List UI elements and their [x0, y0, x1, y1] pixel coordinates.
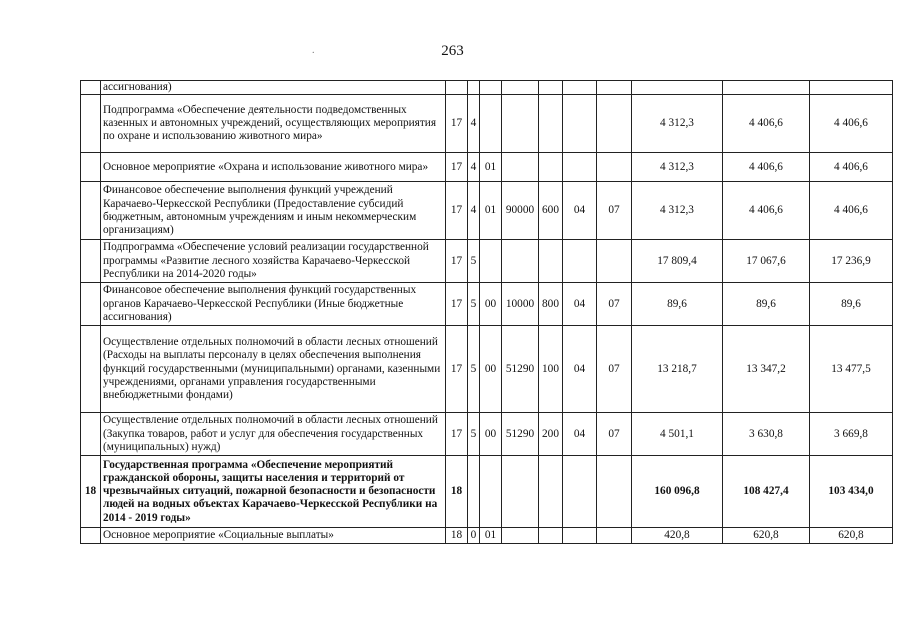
code-section	[563, 81, 597, 95]
amount-year-2: 3 630,8	[723, 413, 810, 456]
code-direction	[502, 81, 539, 95]
row-number	[81, 326, 101, 413]
amount-year-3: 620,8	[810, 528, 893, 544]
code-direction	[502, 153, 539, 182]
code-expense-type: 200	[539, 413, 563, 456]
code-expense-type	[539, 456, 563, 528]
code-subprogram: 5	[468, 326, 480, 413]
code-program: 18	[446, 456, 468, 528]
row-number	[81, 81, 101, 95]
code-subprogram: 5	[468, 413, 480, 456]
code-expense-type	[539, 153, 563, 182]
code-program: 17	[446, 326, 468, 413]
code-subprogram	[468, 456, 480, 528]
code-expense-type	[539, 240, 563, 283]
table-row	[81, 413, 893, 456]
amount-year-2: 620,8	[723, 528, 810, 544]
amount-year-3: 3 669,8	[810, 413, 893, 456]
code-activity	[480, 81, 502, 95]
code-program: 17	[446, 95, 468, 153]
code-section	[563, 95, 597, 153]
row-number	[81, 95, 101, 153]
code-section: 04	[563, 326, 597, 413]
row-number	[81, 240, 101, 283]
amount-year-1: 4 501,1	[632, 413, 723, 456]
table-row	[81, 283, 893, 326]
amount-year-3: 4 406,6	[810, 153, 893, 182]
table-row	[81, 95, 893, 153]
table-row	[81, 182, 893, 240]
code-subsection: 07	[597, 283, 632, 326]
code-subsection	[597, 153, 632, 182]
amount-year-2: 108 427,4	[723, 456, 810, 528]
code-program: 17	[446, 182, 468, 240]
amount-year-2: 17 067,6	[723, 240, 810, 283]
amount-year-3	[810, 81, 893, 95]
table-row	[81, 240, 893, 283]
code-subprogram: 0	[468, 528, 480, 544]
code-subprogram: 5	[468, 240, 480, 283]
code-section: 04	[563, 283, 597, 326]
code-expense-type	[539, 528, 563, 544]
amount-year-3: 4 406,6	[810, 182, 893, 240]
code-expense-type: 100	[539, 326, 563, 413]
code-activity: 00	[480, 283, 502, 326]
code-subsection: 07	[597, 326, 632, 413]
code-subsection: 07	[597, 182, 632, 240]
code-direction: 10000	[502, 283, 539, 326]
amount-year-1	[632, 81, 723, 95]
code-direction: 51290	[502, 413, 539, 456]
code-program: 17	[446, 283, 468, 326]
amount-year-1: 420,8	[632, 528, 723, 544]
code-subprogram: 5	[468, 283, 480, 326]
code-activity: 01	[480, 528, 502, 544]
amount-year-3: 13 477,5	[810, 326, 893, 413]
code-program: 17	[446, 413, 468, 456]
code-direction: 51290	[502, 326, 539, 413]
code-expense-type	[539, 95, 563, 153]
code-section	[563, 528, 597, 544]
amount-year-1: 4 312,3	[632, 153, 723, 182]
amount-year-2: 4 406,6	[723, 153, 810, 182]
code-section	[563, 153, 597, 182]
code-activity	[480, 95, 502, 153]
amount-year-3: 89,6	[810, 283, 893, 326]
amount-year-1: 4 312,3	[632, 95, 723, 153]
row-name: Финансовое обеспечение выполнения функций учреждений Карачаево-Черкесской Республики (Предоставление субсидий бюджетным, автономным учреждениям и иным некоммерческим организациям)	[101, 182, 446, 240]
code-section	[563, 456, 597, 528]
code-activity	[480, 456, 502, 528]
code-expense-type: 800	[539, 283, 563, 326]
row-number	[81, 413, 101, 456]
code-section	[563, 240, 597, 283]
row-name: Осуществление отдельных полномочий в области лесных отношений (Закупка товаров, работ и услуг для обеспечения государственных (муниципальных) нужд)	[101, 413, 446, 456]
row-name: Осуществление отдельных полномочий в области лесных отношений (Расходы на выплаты персоналу в целях обеспечения выполнения функций государственными (муниципальными) органами, казенными учреждениями, органами управления государственными внебюджетными фондами)	[101, 326, 446, 413]
page-number: 263	[441, 43, 464, 59]
table-row	[81, 456, 893, 528]
amount-year-1: 160 096,8	[632, 456, 723, 528]
row-number	[81, 182, 101, 240]
code-program	[446, 81, 468, 95]
code-direction	[502, 528, 539, 544]
code-subprogram: 4	[468, 182, 480, 240]
code-subprogram	[468, 81, 480, 95]
row-number	[81, 283, 101, 326]
amount-year-1: 17 809,4	[632, 240, 723, 283]
row-name: Государственная программа «Обеспечение мероприятий гражданской обороны, защиты населения и территорий от чрезвычайных ситуаций, пожарной безопасности и безопасности людей на водных объектах Карачаево-Черкесской Республики на 2014 - 2019 годы»	[101, 456, 446, 528]
code-subsection: 07	[597, 413, 632, 456]
amount-year-1: 13 218,7	[632, 326, 723, 413]
code-section: 04	[563, 182, 597, 240]
amount-year-2	[723, 81, 810, 95]
amount-year-3: 4 406,6	[810, 95, 893, 153]
row-name: ассигнования)	[101, 81, 446, 95]
code-subsection	[597, 95, 632, 153]
table-row	[81, 528, 893, 544]
code-expense-type: 600	[539, 182, 563, 240]
code-subsection	[597, 240, 632, 283]
code-subsection	[597, 81, 632, 95]
row-number	[81, 153, 101, 182]
amount-year-2: 4 406,6	[723, 182, 810, 240]
code-subsection	[597, 528, 632, 544]
row-name: Основное мероприятие «Охрана и использование животного мира»	[101, 153, 446, 182]
code-activity: 00	[480, 326, 502, 413]
row-number: 18	[81, 456, 101, 528]
code-program: 17	[446, 153, 468, 182]
code-activity: 01	[480, 153, 502, 182]
amount-year-1: 89,6	[632, 283, 723, 326]
code-direction: 90000	[502, 182, 539, 240]
code-subprogram: 4	[468, 95, 480, 153]
amount-year-3: 17 236,9	[810, 240, 893, 283]
table-row	[81, 153, 893, 182]
code-subprogram: 4	[468, 153, 480, 182]
row-name: Основное мероприятие «Социальные выплаты»	[101, 528, 446, 544]
amount-year-1: 4 312,3	[632, 182, 723, 240]
code-activity	[480, 240, 502, 283]
code-program: 18	[446, 528, 468, 544]
code-direction	[502, 456, 539, 528]
amount-year-3: 103 434,0	[810, 456, 893, 528]
budget-table	[80, 80, 893, 544]
amount-year-2: 13 347,2	[723, 326, 810, 413]
row-name: Подпрограмма «Обеспечение деятельности подведомственных казенных и автономных учреждений, осуществляющих мероприятия по охране и использованию животного мира»	[101, 95, 446, 153]
amount-year-2: 89,6	[723, 283, 810, 326]
code-activity: 01	[480, 182, 502, 240]
code-subsection	[597, 456, 632, 528]
table-row	[81, 326, 893, 413]
row-number	[81, 528, 101, 544]
code-expense-type	[539, 81, 563, 95]
code-activity: 00	[480, 413, 502, 456]
table-row	[81, 81, 893, 95]
row-name: Подпрограмма «Обеспечение условий реализации государственной программы «Развитие лесного хозяйства Карачаево-Черкесской Республики на 2014-2020 годы»	[101, 240, 446, 283]
code-direction	[502, 95, 539, 153]
row-name: Финансовое обеспечение выполнения функций государственных органов Карачаево-Черкесской Республики (Иные бюджетные ассигнования)	[101, 283, 446, 326]
code-direction	[502, 240, 539, 283]
code-program: 17	[446, 240, 468, 283]
amount-year-2: 4 406,6	[723, 95, 810, 153]
code-section: 04	[563, 413, 597, 456]
scan-artifact-dot: .	[312, 45, 315, 56]
